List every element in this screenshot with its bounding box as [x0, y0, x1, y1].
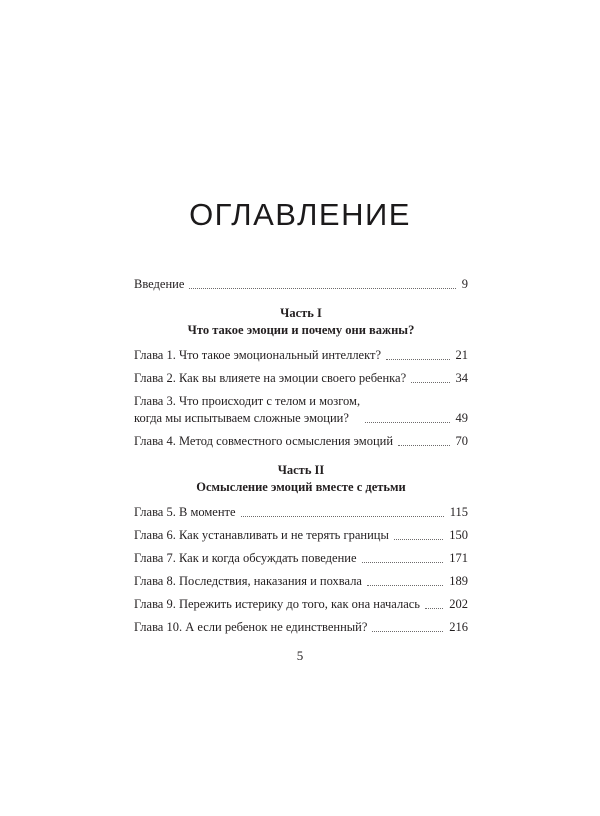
toc-entry-title: Глава 2. Как вы влияете на эмоции своего ребенка?	[134, 371, 407, 385]
dot-leader	[367, 585, 443, 586]
toc-entry-title: Введение	[134, 277, 185, 291]
toc-entry-chapter-2[interactable]	[134, 370, 468, 387]
table-of-contents	[134, 276, 468, 636]
part-heading-2	[134, 462, 468, 496]
part-heading-1	[134, 305, 468, 339]
toc-entry-title: Глава 1. Что такое эмоциональный интеллект?	[134, 348, 382, 362]
toc-entry-page: 49	[455, 411, 468, 425]
toc-entry-chapter-7[interactable]	[134, 550, 468, 567]
toc-entry-page: 171	[449, 551, 468, 565]
dot-leader	[241, 516, 444, 517]
part-title: Что такое эмоции и почему они важны?	[187, 323, 415, 337]
toc-entry-title: Глава 8. Последствия, наказания и похвала	[134, 574, 362, 588]
toc-entry-title: Глава 10. А если ребенок не единственный?	[134, 620, 368, 634]
toc-entry-chapter-10[interactable]	[134, 619, 468, 636]
dot-leader	[365, 422, 449, 423]
toc-entry-intro[interactable]	[134, 276, 468, 293]
part-title: Осмысление эмоций вместе с детьми	[196, 480, 406, 494]
toc-entry-chapter-6[interactable]	[134, 527, 468, 544]
dot-leader	[425, 608, 443, 609]
toc-entry-title	[134, 393, 360, 427]
toc-entry-title: Глава 6. Как устанавливать и не терять границы	[134, 528, 389, 542]
toc-entry-page: 115	[449, 505, 468, 519]
toc-entry-chapter-1[interactable]	[134, 347, 468, 364]
dot-leader	[411, 382, 449, 383]
toc-entry-page: 34	[455, 371, 468, 385]
toc-entry-title: Глава 7. Как и когда обсуждать поведение	[134, 551, 357, 565]
toc-entry-page: 21	[455, 348, 468, 362]
toc-entry-page: 202	[449, 597, 468, 611]
dot-leader	[394, 539, 443, 540]
toc-entry-title: Глава 9. Пережить истерику до того, как она началась	[134, 597, 420, 611]
toc-entry-chapter-4[interactable]	[134, 433, 468, 450]
toc-entry-chapter-3[interactable]	[134, 393, 468, 427]
page-number: 5	[296, 648, 304, 663]
toc-entry-page: 9	[461, 277, 468, 291]
dot-leader	[189, 288, 455, 289]
toc-entry-title-line: Глава 3. Что происходит с телом и мозгом,	[134, 394, 361, 408]
dot-leader	[372, 631, 443, 632]
toc-entry-page: 189	[449, 574, 468, 588]
toc-entry-chapter-5[interactable]	[134, 504, 468, 521]
toc-entry-title: Глава 5. В моменте	[134, 505, 236, 519]
toc-entry-page: 216	[449, 620, 468, 634]
dot-leader	[398, 445, 449, 446]
toc-entry-page: 150	[449, 528, 468, 542]
page-title: ОГЛАВЛЕНИЕ	[189, 196, 411, 232]
part-label: Часть II	[277, 463, 325, 477]
toc-entry-page: 70	[455, 434, 468, 448]
toc-entry-chapter-9[interactable]	[134, 596, 468, 613]
toc-entry-title: Глава 4. Метод совместного осмысления эмоций	[134, 434, 394, 448]
toc-entry-title-line: когда мы испытываем сложные эмоции?	[134, 411, 349, 425]
toc-entry-chapter-8[interactable]	[134, 573, 468, 590]
dot-leader	[386, 359, 449, 360]
dot-leader	[362, 562, 444, 563]
part-label: Часть I	[280, 306, 322, 320]
